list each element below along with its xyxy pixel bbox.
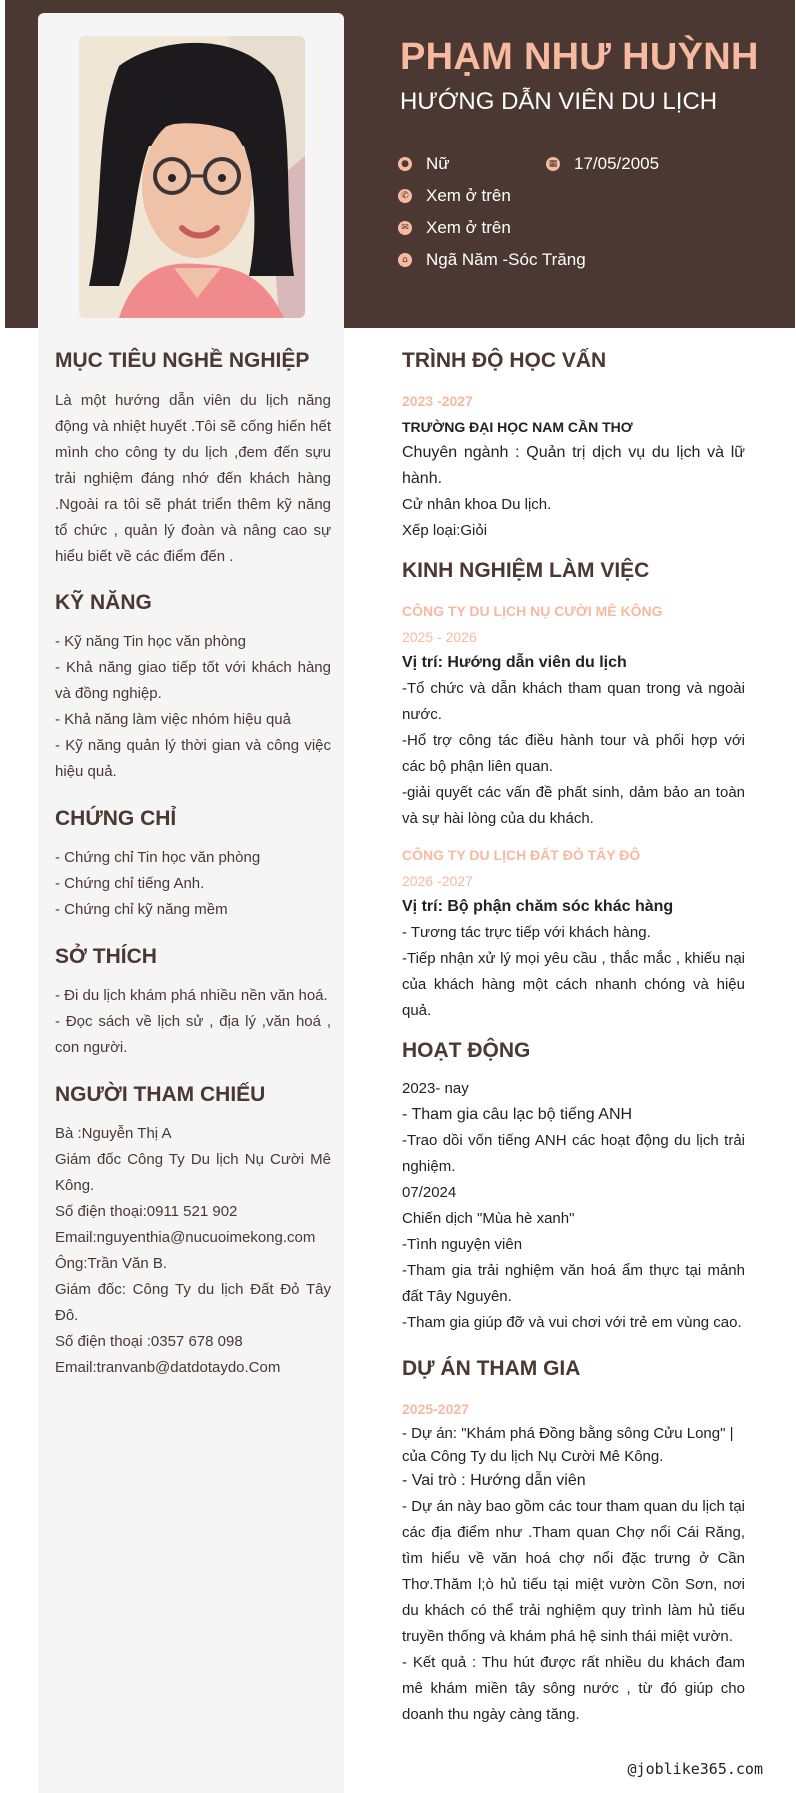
email-row: [398, 218, 511, 238]
activity-role: -Tình nguyện viên: [402, 1236, 523, 1253]
education-degree: Cử nhân khoa Du lịch.: [402, 496, 552, 513]
portrait-illustration: [79, 36, 305, 318]
job-period: 2025 - 2026: [402, 629, 477, 645]
reference-line: Ông:Trần Văn B.: [55, 1255, 168, 1272]
address-row: [398, 250, 586, 270]
hobby-item: - Đi du lịch khám phá nhiều nền văn hoá.: [55, 987, 328, 1004]
reference-line: Email:nguyenthia@nucuoimekong.com: [55, 1229, 316, 1246]
skills-title: KỸ NĂNG: [55, 591, 152, 614]
certificate-item: - Chứng chỉ Tin học văn phòng: [55, 849, 261, 866]
education-rank: Xếp loại:Giỏi: [402, 522, 488, 539]
gender-value: Nữ: [426, 154, 450, 173]
job-title: HƯỚNG DẪN VIÊN DU LỊCH: [400, 88, 718, 115]
address-value: Ngã Năm -Sóc Trăng: [426, 250, 586, 269]
school-name: TRƯỜNG ĐẠI HỌC NAM CẦN THƠ: [402, 419, 633, 435]
home-icon: ⌂: [398, 253, 412, 267]
birthday-row: [546, 154, 659, 174]
project-result: - Kết quả : Thu hút được rất nhiều du khách đam mê khám miền tây sông nước , từ đó giúp cho doanh thu ngày càng tăng.: [402, 1654, 745, 1723]
objective-text: Là một hướng dẫn viên du lịch năng động và nhiệt huyết .Tôi sẽ cống hiến hết mình cho công ty du lịch ,đem đến sựu trải nghiệm đáng nhớ đến khách hàng .Ngoài ra tôi sẽ phát triển thêm kỹ năng tổ chức , quản lý đoàn và nâng cao sự hiểu biết về các điểm đến .: [55, 392, 331, 565]
email-value: Xem ở trên: [426, 218, 511, 237]
education-period: 2023 -2027: [402, 393, 473, 409]
phone-icon: ✆: [398, 189, 412, 203]
hobby-item: - Đọc sách về lịch sử , địa lý ,văn hoá , con người.: [55, 1013, 331, 1056]
certificates-list: [55, 845, 331, 923]
skills-list: [55, 629, 331, 785]
skill-item: - Khả năng giao tiếp tốt với khách hàng và đồng nghiệp.: [55, 659, 331, 702]
reference-line: Giám đốc: Công Ty du lịch Đất Đỏ Tây Đô.: [55, 1281, 331, 1324]
activities-section: [402, 1076, 745, 1336]
certificates-title: CHỨNG CHỈ: [55, 807, 177, 830]
activity-period: 2023- nay: [402, 1080, 469, 1097]
reference-line: Bà :Nguyễn Thị A: [55, 1125, 172, 1142]
phone-row: [398, 186, 511, 206]
experience-title: KINH NGHIỆM LÀM VIỆC: [402, 559, 650, 582]
phone-value: Xem ở trên: [426, 186, 511, 205]
job-detail: -Tiếp nhận xử lý mọi yêu cầu , thắc mắc , khiếu nại của khách hàng một cách nhanh chóng và hiệu quả.: [402, 950, 745, 1019]
hobbies-title: SỞ THÍCH: [55, 945, 157, 968]
project-period: 2025-2027: [402, 1401, 469, 1417]
calendar-icon: ▦: [546, 157, 560, 171]
reference-line: Số điện thoại:0911 521 902: [55, 1203, 238, 1220]
profile-photo: [79, 36, 305, 318]
project-name: - Dự án: "Khám phá Đồng bằng sông Cửu Long" | của Công Ty du lịch Nụ Cười Mê Kông.: [402, 1425, 734, 1465]
objective-section: [55, 388, 331, 570]
projects-section: [402, 1396, 745, 1728]
job-position: Vị trí: Bộ phận chăm sóc khác hàng: [402, 898, 674, 915]
projects-title: DỰ ÁN THAM GIA: [402, 1357, 581, 1380]
job-detail: -Tổ chức và dẫn khách tham quan trong và ngoài nước.: [402, 680, 745, 723]
reference-line: Giám đốc Công Ty Du lịch Nụ Cười Mê Kông.: [55, 1151, 331, 1194]
hobbies-list: [55, 983, 331, 1061]
activity-detail: -Tham gia giúp đỡ và vui chơi với trẻ em vùng cao.: [402, 1314, 742, 1331]
job-company: CÔNG TY DU LỊCH ĐẤT ĐỎ TÂY ĐÔ: [402, 847, 641, 863]
education-title: TRÌNH ĐỘ HỌC VẤN: [402, 349, 607, 372]
job-period: 2026 -2027: [402, 873, 473, 889]
reference-line: Email:tranvanb@datdotaydo.Com: [55, 1359, 281, 1376]
candidate-name: PHẠM NHƯ HUỲNH: [400, 36, 759, 78]
certificate-item: - Chứng chỉ kỹ năng mềm: [55, 901, 228, 918]
gender-row: [398, 154, 450, 174]
certificate-item: - Chứng chỉ tiếng Anh.: [55, 875, 205, 892]
references-list: [55, 1121, 331, 1381]
activity-campaign: Chiến dịch "Mùa hè xanh": [402, 1210, 575, 1227]
activities-title: HOẠT ĐỘNG: [402, 1039, 531, 1062]
job-company: CÔNG TY DU LỊCH NỤ CƯỜI MÊ KÔNG: [402, 603, 663, 619]
skill-item: - Khả năng làm việc nhóm hiệu quả: [55, 711, 291, 728]
skill-item: - Kỹ năng Tin học văn phòng: [55, 633, 246, 650]
skill-item: - Kỹ năng quản lý thời gian và công việc hiệu quả.: [55, 737, 331, 780]
activity-club: - Tham gia câu lạc bộ tiếng ANH: [402, 1106, 633, 1123]
project-role: - Vai trò : Hướng dẫn viên: [402, 1472, 586, 1489]
project-description: - Dự án này bao gồm các tour tham quan du lịch tại các địa điểm như .Tham quan Chợ nổi Cái Răng, tìm hiểu về văn hoá chợ nổi đặc trưng ở Cần Thơ.Thăm l;ò hủ tiếu tại miệt vườn Cồn Sơn, nơi du khách có thể trải nghiệm quy trình làm hủ tiếu truyền thống và khám phá hệ sinh thái miệt vườn.: [402, 1498, 745, 1645]
job-position: Vị trí: Hướng dẫn viên du lịch: [402, 654, 627, 671]
objective-title: MỤC TIÊU NGHỀ NGHIỆP: [55, 349, 310, 372]
job-detail: -Hổ trợ công tác điều hành tour và phối hợp với các bộ phận liên quan.: [402, 732, 745, 775]
reference-line: Số điện thoại :0357 678 098: [55, 1333, 243, 1350]
experience-section: [402, 598, 745, 1024]
activity-period: 07/2024: [402, 1184, 457, 1201]
job-detail: -giải quyết các vấn đề phất sinh, dảm bảo an toàn và sự hài lòng của du khách.: [402, 784, 745, 827]
education-major: Chuyên ngành : Quản trị dịch vụ du lịch và lữ hành.: [402, 444, 745, 487]
job-detail: - Tương tác trực tiếp với khách hàng.: [402, 924, 651, 941]
birthday-value: 17/05/2005: [574, 154, 660, 173]
envelope-icon: ✉: [398, 221, 412, 235]
education-section: [402, 388, 745, 544]
activity-club-detail: -Trao dồi vốn tiếng ANH các hoạt động du lịch trải nghiệm.: [402, 1132, 745, 1175]
person-icon: ●: [398, 157, 412, 171]
references-title: NGƯỜI THAM CHIẾU: [55, 1083, 266, 1106]
activity-detail: -Tham gia trải nghiệm văn hoá ẩm thực tại mảnh đất Tây Nguyên.: [402, 1262, 745, 1305]
watermark-link[interactable]: @joblike365.com: [627, 1760, 763, 1778]
